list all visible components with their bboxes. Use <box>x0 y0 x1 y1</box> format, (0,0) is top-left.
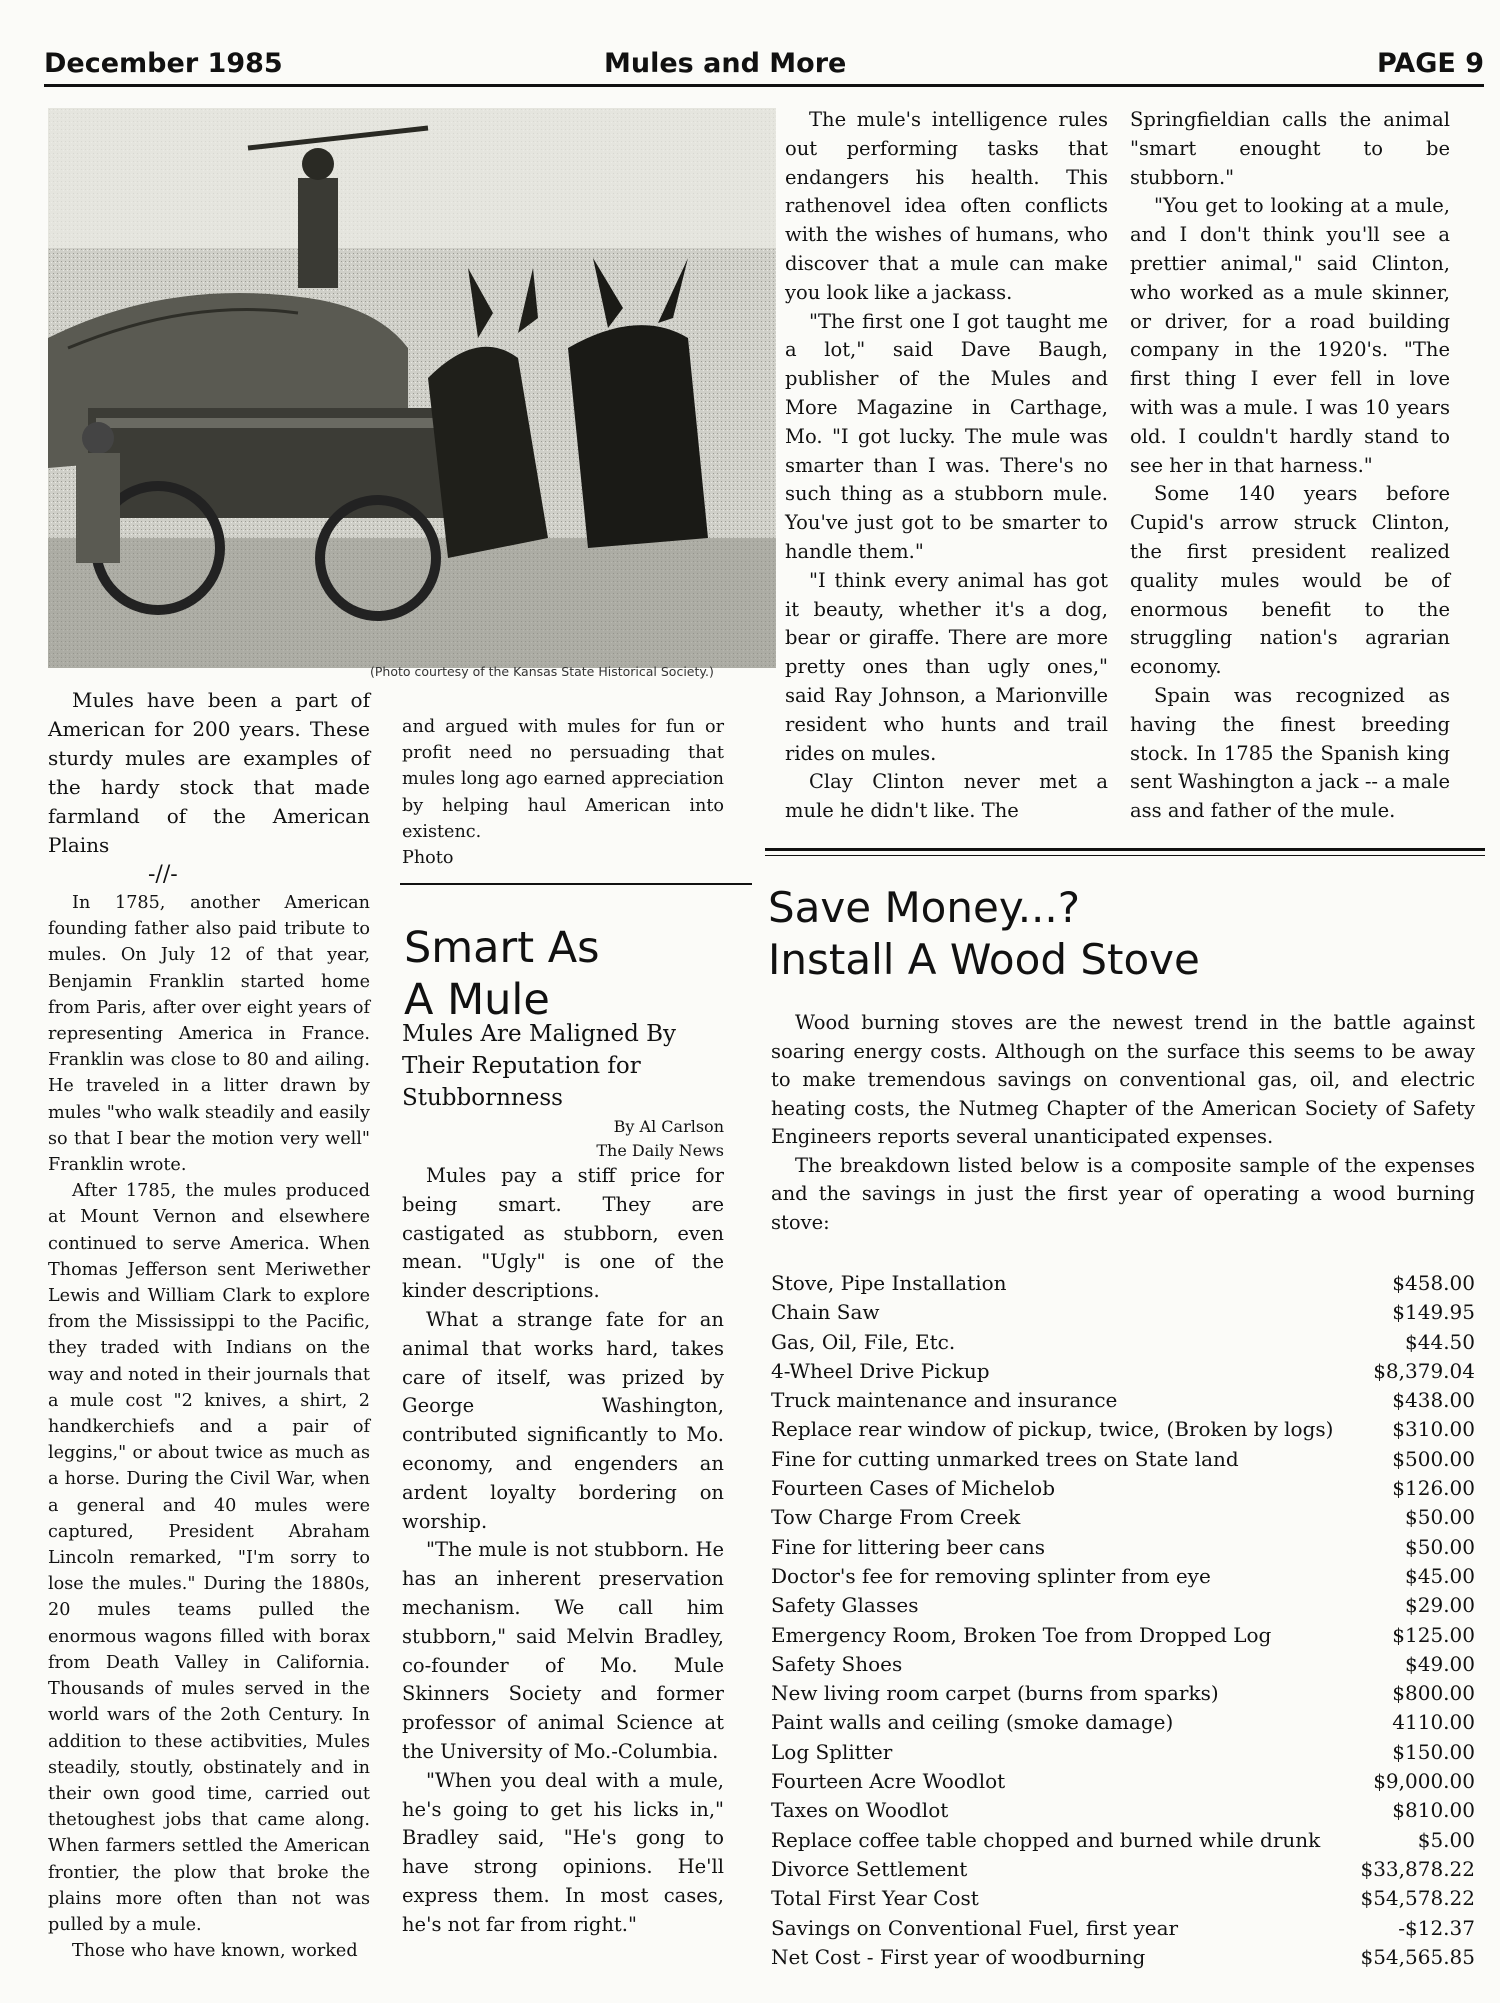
expense-savings-row <box>771 1914 1475 1943</box>
expense-amount: $9,000.00 <box>1373 1769 1475 1794</box>
left-paragraph-2: After 1785, the mules produced at Mount Vernon and elsewhere continued to serve America. When Thomas Jefferson sent Meriwether Lewis and William Clark to explore from the Mississippi to the Pacific, they traded with Indians on the way and noted in their journals that a mule cost "2 knives, a shirt, 2 handkerchiefs and a pair of leggins," or about twice as much as a horse. During the Civil War, when a general and 40 mules were captured, President Abraham Lincoln remarked, "I'm sorry to lose the mules." During the 1880s, 20 mules teams pulled the enormous wagons filled with borax from Death Valley in California. Thousands of mules served in the world wars of the 2oth Century. In addition to these actibvities, Mules steadily, stoutly, obstinately and in their own good time, carried out thetoughest jobs that came along. When farmers settled the American frontier, the plow that broke the plains more often than not was pulled by a mule. <box>48 1181 370 1935</box>
left-column <box>48 890 370 1964</box>
expense-row <box>771 1298 1475 1327</box>
expense-item: Fine for littering beer cans <box>771 1534 1046 1559</box>
continued-text: and argued with mules for fun or profit need no persuading that mules long ago earned appreciation by helping haul American into existenc. <box>402 717 724 842</box>
expense-row <box>771 1562 1475 1591</box>
col4-paragraph-2: "You get to looking at a mule, and I don't think you'll see a prettier animal," said Clinton, who worked as a mule skinner, or driver, for a road building company in the 1920's. "The first thing I ever fell in love with was a mule. I was 10 years old. I couldn't hardly stand to see her in that harness." <box>1130 194 1450 477</box>
expense-item: Savings on Conventional Fuel, first year <box>771 1915 1179 1940</box>
expense-item: Doctor's fee for removing splinter from eye <box>771 1563 1211 1588</box>
expense-amount: $50.00 <box>1405 1505 1475 1530</box>
expense-amount: $125.00 <box>1392 1622 1475 1647</box>
expense-row <box>771 1650 1475 1679</box>
col4-paragraph-4: Spain was recognized as having the finest breeding stock. In 1785 the Spanish king sent Washington a jack -- a male ass and father of the mule. <box>1130 683 1450 823</box>
expense-row <box>771 1621 1475 1650</box>
expense-item: Total First Year Cost <box>771 1886 979 1911</box>
smart-paragraph-4: "When you deal with a mule, he's going to get his licks in," Bradley said, "He's gong to have strong opinions. He'll express them. In most cases, he's not far from right." <box>402 1768 724 1936</box>
expense-item: Safety Glasses <box>771 1593 919 1618</box>
expense-row <box>771 1855 1475 1884</box>
mule-wagon-photo <box>48 108 776 668</box>
expense-row <box>771 1445 1475 1474</box>
col3-paragraph-4: Clay Clinton never met a mule he didn't like. The <box>785 770 1108 823</box>
expense-item: New living room carpet (burns from sparks) <box>771 1681 1219 1706</box>
expense-row <box>771 1503 1475 1532</box>
publication-name: Mules and More <box>604 48 847 79</box>
caption-text: Mules have been a part of American for 200 years. These sturdy mules are examples of the hardy stock that made farmland of the American Plains <box>48 688 370 857</box>
expense-item: Replace rear window of pickup, twice, (Broken by logs) <box>771 1417 1334 1442</box>
expense-amount: $150.00 <box>1392 1739 1475 1764</box>
expense-item: Stove, Pipe Installation <box>771 1271 1007 1295</box>
stove-article-body <box>771 1009 1475 1237</box>
expense-row <box>771 1357 1475 1386</box>
middle-rule <box>400 883 752 885</box>
expense-amount: $8,379.04 <box>1373 1358 1475 1383</box>
photo-note: Photo <box>402 848 454 869</box>
expense-row <box>771 1386 1475 1415</box>
col4-paragraph-3: Some 140 years before Cupid's arrow struck Clinton, the first president realized quality mules would be of enormous benefit to the struggling nation's agrarian economy. <box>1130 482 1450 679</box>
expense-item: Safety Shoes <box>771 1651 903 1676</box>
col3-paragraph-3: "I think every animal has got it beauty, whether it's a dog, bear or giraffe. There are more pretty ones than ugly ones," said Ray Johnson, a Marionville resident who hunts and trail rides on mules. <box>785 568 1108 765</box>
byline-paper: The Daily News <box>596 1141 724 1160</box>
expense-amount: $54,578.22 <box>1360 1886 1475 1911</box>
expense-item: Fine for cutting unmarked trees on State land <box>771 1446 1239 1471</box>
expense-row <box>771 1767 1475 1796</box>
page-number: PAGE 9 <box>1377 48 1484 79</box>
expense-amount: $49.00 <box>1405 1651 1475 1676</box>
expense-list <box>771 1269 1475 1972</box>
smart-article-title <box>404 922 600 1026</box>
expense-item: Emergency Room, Broken Toe from Dropped Log <box>771 1622 1272 1647</box>
expense-row <box>771 1474 1475 1503</box>
expense-row <box>771 1328 1475 1357</box>
expense-row <box>771 1738 1475 1767</box>
smart-article-body <box>402 1162 724 1940</box>
expense-item: Replace coffee table chopped and burned while drunk <box>771 1827 1321 1852</box>
expense-amount: $45.00 <box>1405 1563 1475 1588</box>
expense-amount: $29.00 <box>1405 1593 1475 1618</box>
byline-author: By Al Carlson <box>613 1117 724 1136</box>
photo-caption <box>48 686 370 860</box>
expense-item: Taxes on Woodlot <box>771 1798 949 1823</box>
expense-amount: $800.00 <box>1392 1681 1475 1706</box>
expense-row <box>771 1708 1475 1737</box>
header-rule <box>44 84 1484 87</box>
photo-credit: (Photo courtesy of the Kansas State Historical Society.) <box>370 664 714 679</box>
expense-row <box>771 1679 1475 1708</box>
smart-paragraph-2: What a strange fate for an animal that works hard, takes care of itself, was prized by George Washington, contributed significantly to Mo. economy, and engenders an ardent loyalty bordering on worship. <box>402 1307 724 1533</box>
stove-article-title <box>768 882 1200 986</box>
stove-paragraph-1: Wood burning stoves are the newest trend in the battle against soaring energy costs. Although on the surface this seems to be away to make tremendous savings on conventional gas, oil, and electric heating costs, the Nutmeg Chapter of the American Society of Safety Engineers reports several unanticipated expenses. <box>771 1011 1475 1148</box>
expense-item: Fourteen Cases of Michelob <box>771 1476 1055 1501</box>
expense-amount: -$12.37 <box>1398 1915 1475 1940</box>
page-header <box>44 48 1484 84</box>
expense-row <box>771 1415 1475 1444</box>
middle-top-text <box>402 714 724 871</box>
col3-paragraph-2: "The first one I got taught me a lot," said Dave Baugh, publisher of the Mules and More Magazine in Carthage, Mo. "I got lucky. The mule was smarter than I was. There's no such thing as a stubborn mule. You've just got to be smarter to handle them." <box>785 309 1108 563</box>
column-three <box>785 106 1108 826</box>
expense-amount: $458.00 <box>1392 1271 1475 1295</box>
expense-item: Net Cost - First year of woodburning <box>771 1944 1146 1969</box>
expense-row <box>771 1826 1475 1855</box>
expense-net-row <box>771 1943 1475 1972</box>
col3-paragraph-1: The mule's intelligence rules out performing tasks that endangers his health. This rathenovel idea often conflicts with the wishes of humans, who discover that a mule can make you look like a jackass. <box>785 108 1108 304</box>
smart-paragraph-3: "The mule is not stubborn. He has an inherent preservation mechanism. We call him stubborn," said Melvin Bradley, co-founder of Mo. Mule Skinners Society and former professor of animal Science at the University of Mo.-Columbia. <box>402 1538 725 1763</box>
expense-amount: $44.50 <box>1405 1329 1475 1354</box>
expense-total-row <box>771 1884 1475 1913</box>
expense-row <box>771 1533 1475 1562</box>
expense-amount: $50.00 <box>1405 1534 1475 1559</box>
expense-amount: $5.00 <box>1417 1827 1475 1852</box>
expense-item: Log Splitter <box>771 1739 893 1764</box>
photo-illustration <box>48 108 776 668</box>
stove-rule-bottom <box>765 855 1485 856</box>
expense-item: Tow Charge From Creek <box>771 1505 1021 1530</box>
byline <box>520 1115 724 1163</box>
col4-paragraph-1: Springfieldian calls the animal "smart enought to be stubborn." <box>1130 108 1450 189</box>
stove-title-line-2: Install A Wood Stove <box>768 935 1200 984</box>
expense-row <box>771 1796 1475 1825</box>
expense-amount: $33,878.22 <box>1360 1856 1475 1881</box>
expense-amount: $54,565.85 <box>1360 1944 1475 1969</box>
expense-amount: $438.00 <box>1392 1388 1475 1413</box>
expense-amount: $310.00 <box>1392 1417 1475 1442</box>
stove-rule-top <box>765 848 1485 851</box>
left-paragraph-3: Those who have known, worked <box>72 1941 358 1962</box>
issue-date: December 1985 <box>44 48 283 79</box>
stove-paragraph-2: The breakdown listed below is a composite sample of the expenses and the savings in just the first year of operating a wood burning stove: <box>771 1153 1475 1234</box>
expense-item: 4-Wheel Drive Pickup <box>771 1358 990 1383</box>
column-four <box>1130 106 1450 826</box>
expense-item: Gas, Oil, File, Etc. <box>771 1329 956 1354</box>
expense-item: Truck maintenance and insurance <box>771 1388 1118 1413</box>
expense-amount: 4110.00 <box>1392 1710 1475 1735</box>
expense-row <box>771 1591 1475 1620</box>
section-separator: -//- <box>148 862 178 887</box>
smart-title-line-2: A Mule <box>404 975 550 1025</box>
expense-item: Fourteen Acre Woodlot <box>771 1769 1006 1794</box>
smart-article-subtitle: Mules Are Maligned By Their Reputation for Stubbornness <box>402 1021 677 1111</box>
expense-item: Paint walls and ceiling (smoke damage) <box>771 1710 1174 1735</box>
stove-title-line-1: Save Money...? <box>768 883 1081 932</box>
expense-row <box>771 1269 1475 1298</box>
expense-amount: $126.00 <box>1392 1476 1475 1501</box>
smart-title-line-1: Smart As <box>404 923 600 973</box>
smart-paragraph-1: Mules pay a stiff price for being smart. They are castigated as stubborn, even mean. "Ugly" is one of the kinder descriptions. <box>402 1164 724 1303</box>
expense-item: Chain Saw <box>771 1300 880 1325</box>
left-paragraph-1: In 1785, another American founding father also paid tribute to mules. On July 12 of that year, Benjamin Franklin started home from Paris, after over eight years of representing America in France. Franklin was close to 80 and ailing. He traveled in a litter drawn by mules "who walk steadily and easily so that I bear the motion very well" Franklin wrote. <box>48 893 370 1176</box>
expense-amount: $149.95 <box>1392 1300 1475 1325</box>
expense-amount: $810.00 <box>1392 1798 1475 1823</box>
expense-amount: $500.00 <box>1392 1446 1475 1471</box>
expense-item: Divorce Settlement <box>771 1856 968 1881</box>
